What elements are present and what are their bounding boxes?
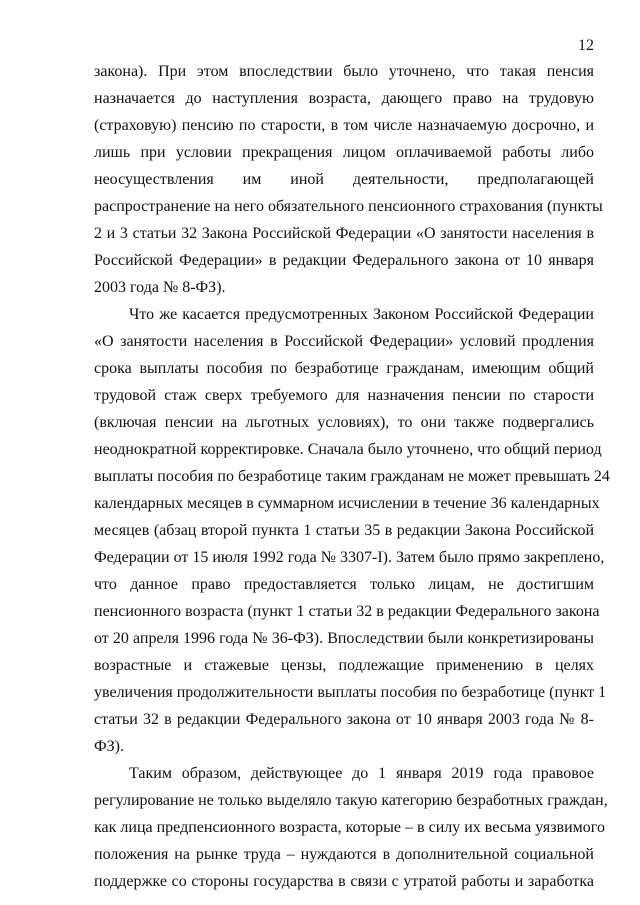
text-line: выплаты пособия по безработице таким гражданам не может превышать 24: [94, 468, 610, 485]
text-line: неоднократной корректировке. Сначала было уточнено, что общий период: [94, 441, 602, 458]
text-line: как лица предпенсионного возраста, которые – в силу их весьма уязвимого: [94, 819, 605, 836]
text-line: (страховую) пенсию по старости, в том числе назначаемую досрочно, и: [94, 117, 594, 134]
text-line: от 20 апреля 1996 года № 36-ФЗ). Впоследствии были конкретизированы: [94, 630, 594, 647]
text-line: 2 и 3 статьи 32 Закона Российской Федерации «О занятости населения в: [94, 225, 594, 242]
text-line: закона). При этом впоследствии было уточнено, что такая пенсия: [94, 63, 594, 80]
text-line: увеличения продолжительности выплаты пособия по безработице (пункт 1: [94, 684, 607, 701]
paragraph-first-line: Таким образом, действующее до 1 января 2019 года правовое: [129, 765, 594, 782]
text-line: регулирование не только выделяло такую категорию безработных граждан,: [94, 792, 608, 809]
text-line: (включая пенсии на льготных условиях), то они также подвергались: [94, 414, 594, 431]
text-line: срока выплаты пособия по безработице гражданам, имеющим общий: [94, 360, 594, 377]
text-line: назначается до наступления возраста, дающего право на трудовую: [94, 90, 594, 107]
text-line: ФЗ).: [94, 738, 124, 755]
text-line: календарных месяцев в суммарном исчислении в течение 36 календарных: [94, 495, 600, 512]
text-line: неосуществления им иной деятельности, предполагающей: [94, 171, 594, 188]
text-line: статьи 32 в редакции Федерального закона от 10 января 2003 года № 8-: [94, 711, 594, 728]
text-line: пенсионного возраста (пункт 1 статьи 32 в редакции Федерального закона: [94, 603, 600, 620]
text-line: возрастные и стажевые цензы, подлежащие применению в целях: [94, 657, 594, 674]
text-line: «О занятости населения в Российской Федерации» условий продления: [94, 333, 594, 350]
text-line: положения на рынке труда – нуждаются в дополнительной социальной: [94, 846, 594, 863]
text-line: Федерации от 15 июля 1992 года № 3307-I). Затем было прямо закреплено,: [94, 549, 605, 566]
text-line: что данное право предоставляется только лицам, не достигшим: [94, 576, 594, 593]
text-line: месяцев (абзац второй пункта 1 статьи 35 в редакции Закона Российской: [94, 522, 594, 539]
text-line: Российской Федерации» в редакции Федерального закона от 10 января: [94, 252, 594, 269]
paragraph-first-line: Что же касается предусмотренных Законом Российской Федерации: [129, 306, 594, 323]
text-line: 2003 года № 8-ФЗ).: [94, 279, 226, 296]
text-line: трудовой стаж сверх требуемого для назначения пенсии по старости: [94, 387, 594, 404]
text-line: распространение на него обязательного пенсионного страхования (пункты: [94, 198, 603, 215]
page-number: 12: [578, 37, 594, 54]
text-line: лишь при условии прекращения лицом оплачиваемой работы либо: [94, 144, 594, 161]
text-line: поддержке со стороны государства в связи с утратой работы и заработка: [94, 873, 594, 890]
